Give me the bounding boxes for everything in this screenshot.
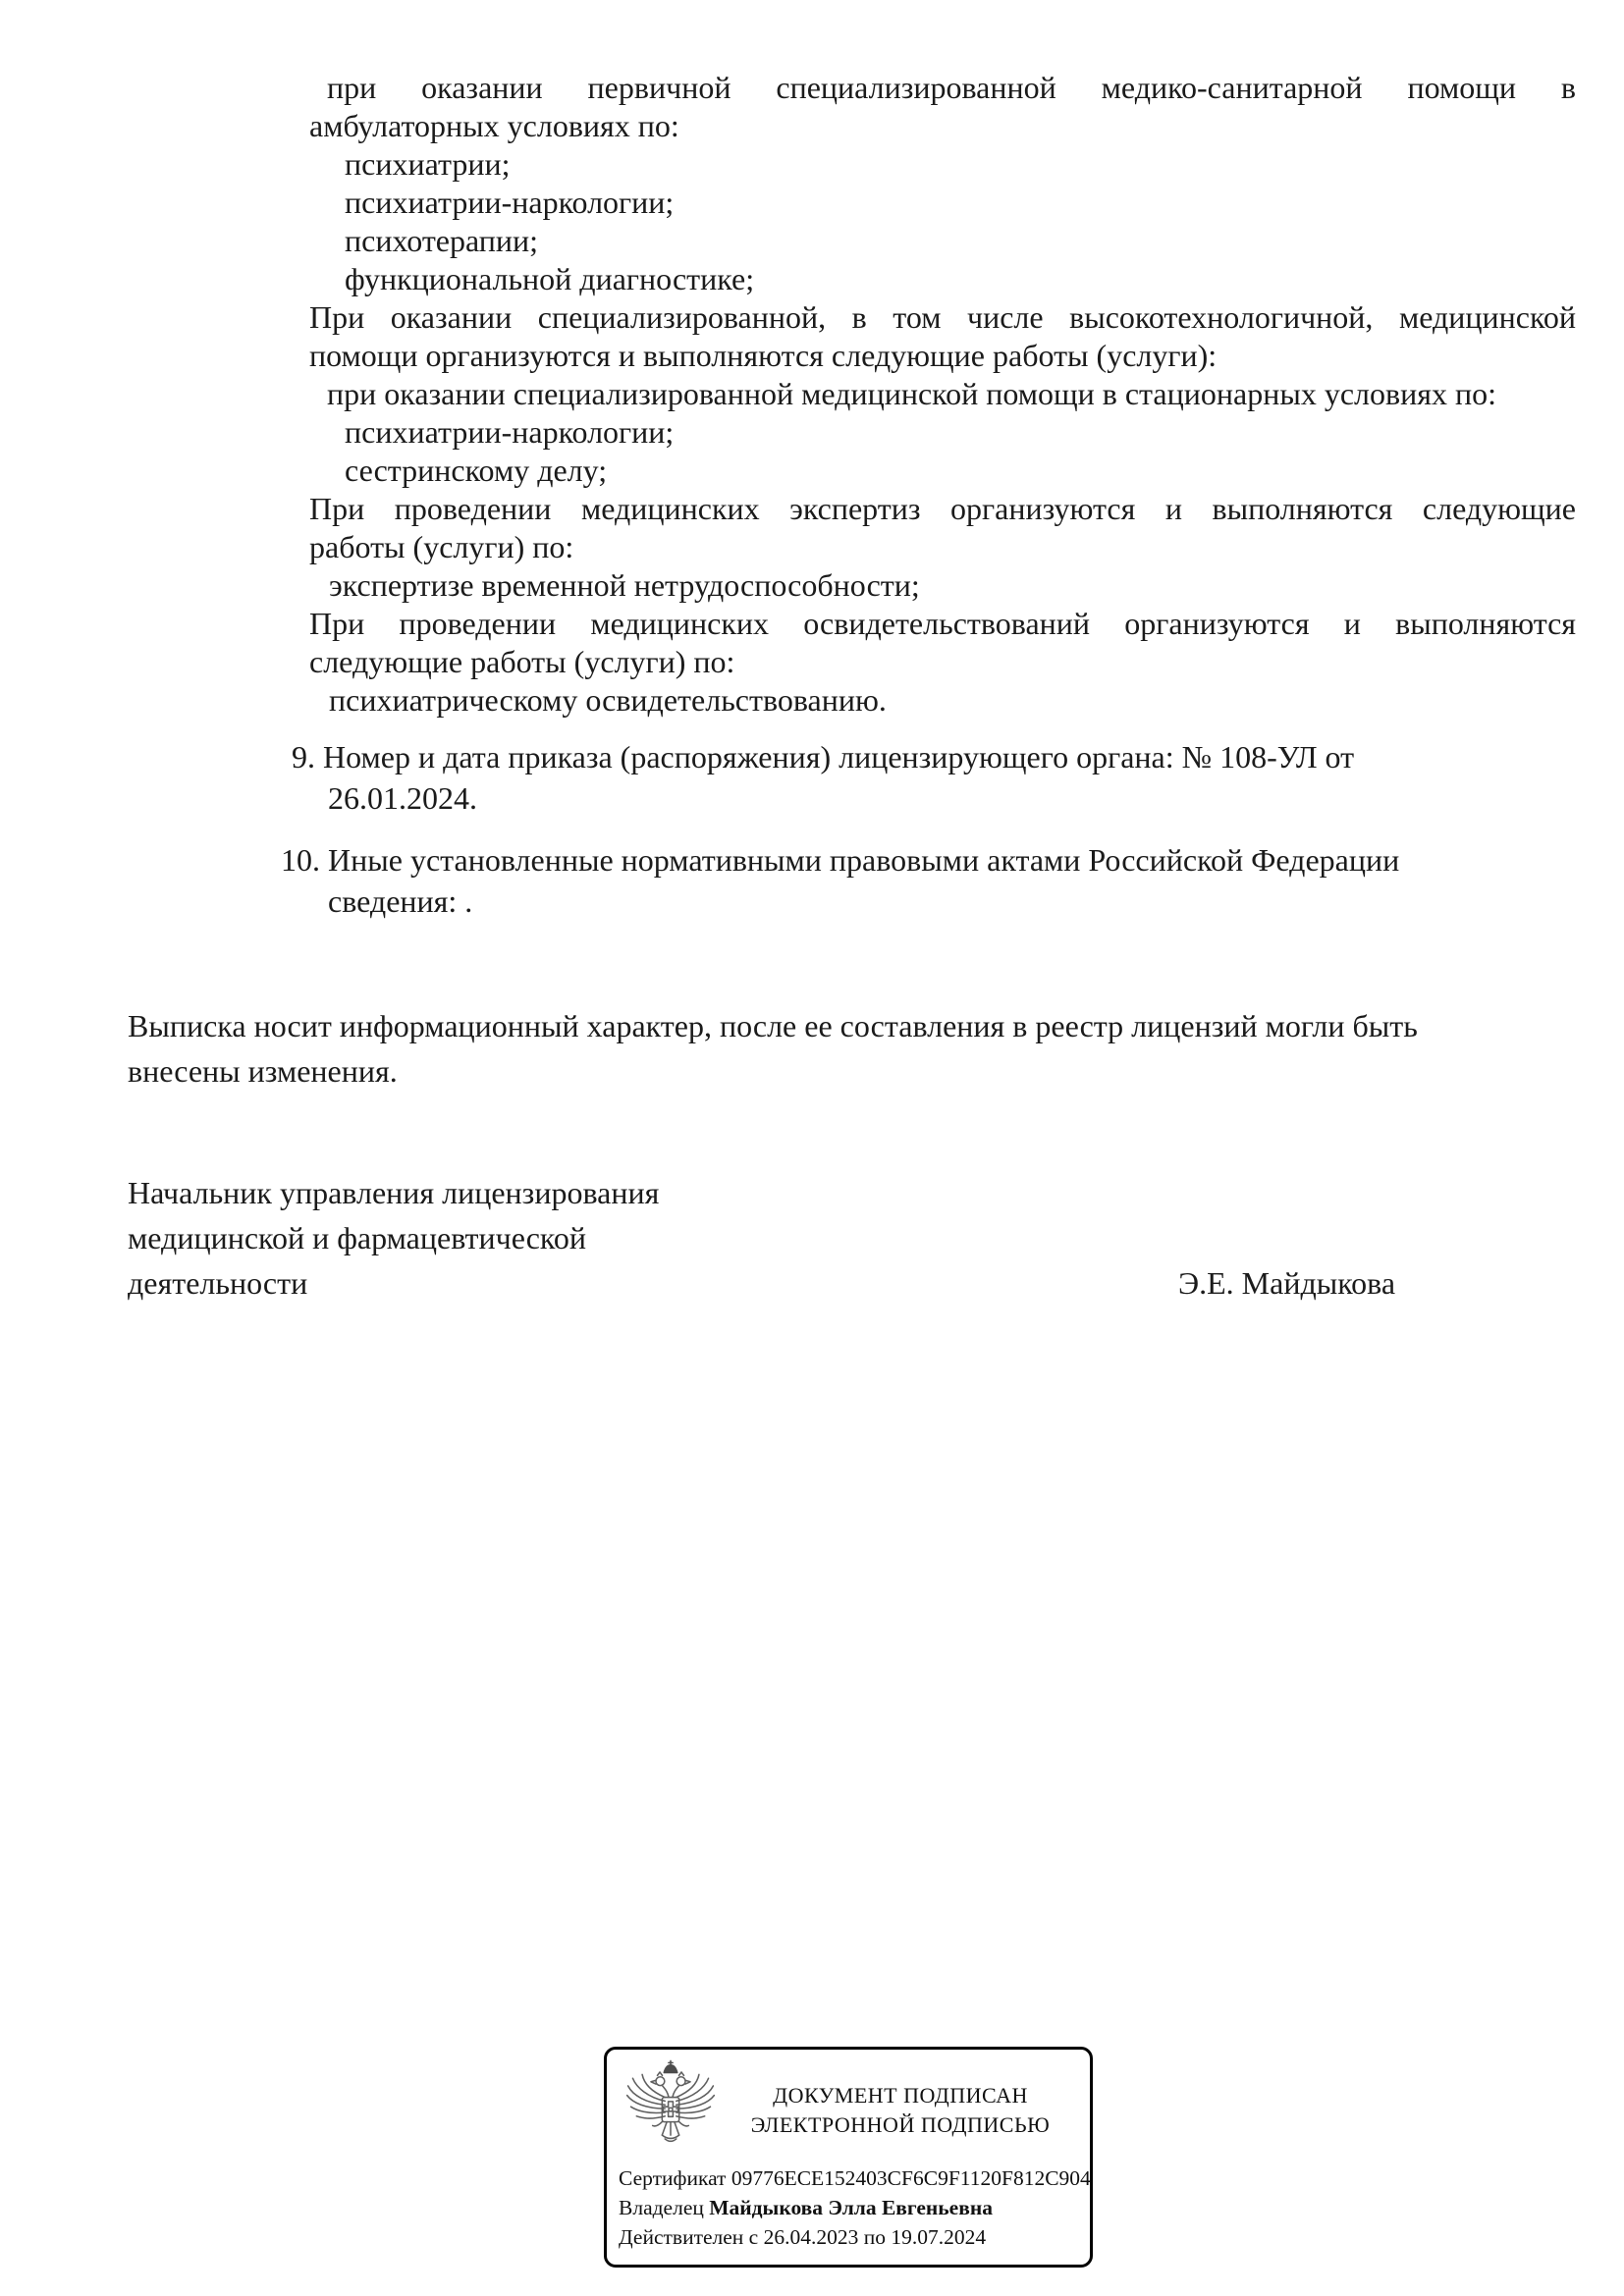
text-line: амбулаторных условиях по:: [309, 108, 679, 143]
signer-title-word: деятельности: [128, 1265, 308, 1301]
text-line: психиатрическому освидетельствованию.: [329, 682, 887, 718]
text-line: При оказании специализированной, в том числе высокотехнологичной, медицинской: [309, 299, 1576, 335]
roszdravnadzor-eagle-icon: [623, 2059, 719, 2163]
text-line: сведения: .: [328, 883, 473, 919]
text-line: экспертизе временной нетрудоспособности;: [329, 567, 920, 603]
certificate-number: Сертификат 09776ECE152403CF6C9F1120F812C904: [619, 2166, 1091, 2190]
text-line: При проведении медицинских освидетельствований организуются и выполняются: [309, 606, 1576, 641]
text-line: 26.01.2024.: [328, 780, 477, 816]
text-line: психиатрии;: [345, 146, 511, 182]
stamp-details: [619, 2163, 1091, 2252]
text-line: 9. Номер и дата приказа (распоряжения) лицензирующего органа: № 108-УЛ от: [292, 739, 1355, 774]
text-line: внесены изменения.: [128, 1053, 398, 1089]
stamp-header: [623, 2059, 1082, 2163]
text-line: следующие работы (услуги) по:: [309, 644, 735, 679]
text-line: работы (услуги) по:: [309, 529, 574, 564]
certificate-owner: [619, 2193, 1084, 2222]
stamp-title-line: ЭЛЕКТРОННОЙ ПОДПИСЬЮ: [750, 2112, 1051, 2137]
signer-title-line: [128, 1260, 1561, 1306]
owner-name: Майдыкова Элла Евгеньевна: [709, 2196, 993, 2219]
text-line: Выписка носит информационный характер, после ее составления в реестр лицензий могли быть: [128, 1008, 1418, 1043]
stamp-title-line: ДОКУМЕНТ ПОДПИСАН: [773, 2083, 1028, 2108]
certificate-validity: Действителен с 26.04.2023 по 19.07.2024: [619, 2225, 987, 2249]
text-line: помощи организуются и выполняются следующие работы (услуги):: [309, 338, 1218, 373]
item-10-other-information: [281, 839, 1597, 922]
text-line: 10. Иные установленные нормативными правовыми актами Российской Федерации: [281, 842, 1400, 878]
text-line: психотерапии;: [345, 223, 539, 258]
informational-note: [128, 1003, 1591, 1094]
stamp-title: [719, 2081, 1082, 2140]
license-works-section: [309, 69, 1576, 720]
text-line: при оказании специализированной медицинской помощи в стационарных условиях по:: [327, 376, 1496, 411]
text-line: психиатрии-наркологии;: [345, 185, 675, 220]
text-line: При проведении медицинских экспертиз организуются и выполняются следующие: [309, 491, 1576, 526]
text-line: при оказании первичной специализированной медико-санитарной помощи в: [327, 70, 1576, 105]
signer-title-line: Начальник управления лицензирования: [128, 1175, 660, 1210]
text-line: функциональной диагностике;: [345, 261, 755, 296]
text-line: сестринскому делу;: [345, 453, 608, 488]
item-9-order-number: [292, 736, 1607, 819]
signature-block: [128, 1170, 1561, 1306]
text-line: психиатрии-наркологии;: [345, 414, 675, 450]
owner-label: Владелец: [619, 2196, 710, 2219]
signer-title-line: медицинской и фармацевтической: [128, 1220, 586, 1255]
signer-name: Э.Е. Майдыкова: [1178, 1265, 1396, 1301]
electronic-signature-stamp: [604, 2047, 1093, 2268]
